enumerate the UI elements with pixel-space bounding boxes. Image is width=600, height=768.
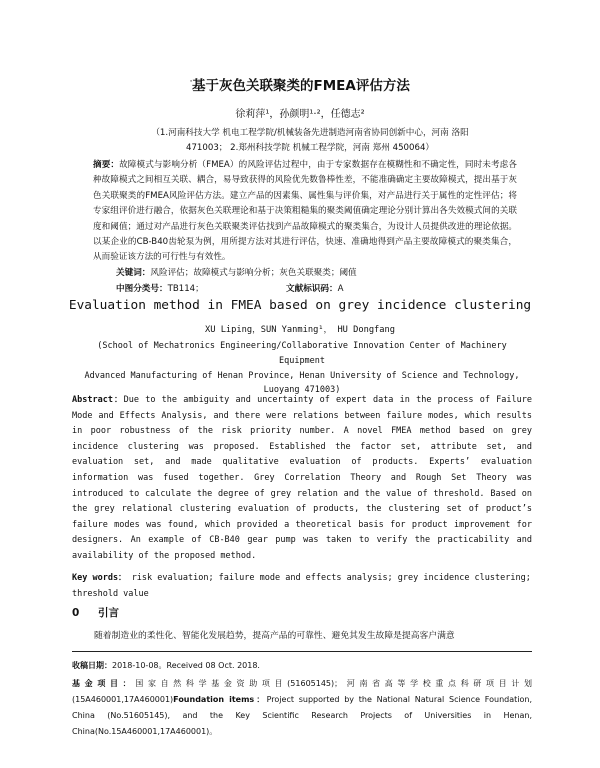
section-number: 0 [72, 607, 80, 619]
doc-cn-value: A [337, 284, 344, 294]
abstract-cn-label: 摘要： [93, 160, 120, 170]
section-title: 引言 [98, 607, 119, 619]
affiliation-cn-line-2: 471003； 2.郑州科技学院 机械工程学院，河南 郑州 450064） [185, 143, 435, 153]
authors-en: XU Liping，SUN Yanming¹， HU Dongfang [205, 325, 395, 335]
abstract-cn-text: 故障模式与影响分析（FMEA）的风险评估过程中，由于专家数据存在模糊性和不确定性，同时未考虑各种故障模式之间相互关联、耦合，易导致获得的风险优先数鲁棒性差，不能准确确定主要故障模式，提出基于灰色关联聚类的FMEA风险评估方法。建立产品的因素集、属性集与评价集，对产品进行关于属性的定性评估；将专家组评价进行融合，依据灰色关联理论和基于决策粗糙集的聚类阈值确定理论分别计算出各失效模式间的关联度和阈值；通过对产品进行灰色关联聚类评估找到产品故障模式的聚类集合，为设计人员提供改进的理论依据。以某企业的CB-B40齿轮泵为例，用所提方法对其进行评估，快速、准确地得到产品主要故障模式的聚类集合，从而验证该方法的可行性与有效性。 [93, 160, 517, 263]
received-date-footnote [72, 660, 532, 671]
document-code [286, 282, 343, 294]
keywords-cn-label: 关键词： [116, 268, 151, 278]
class-cn-value: TB114； [167, 284, 204, 294]
abstract-en-label: Abstract： [72, 395, 124, 405]
footnote-divider [72, 651, 532, 652]
paper-title-cn [0, 74, 600, 94]
abstract-en [72, 393, 532, 565]
affiliation-en [72, 339, 532, 398]
abstract-en-text: Due to the ambiguity and uncertainty of expert data in the process of Failure Mode and Effects Analysis, and there were relations between failure modes, which results in poor robustness of the risk priority number. A novel FMEA method based on grey incidence clustering was proposed. Established the factor set, attribute set, and evaluation set, and made qualitative evaluation of products. Experts’ evaluation information was fused together. Grey Correlation Theory and Rough Set Theory was introduced to calculate the degree of grey relation and the value of threshold. Based on the grey relational clustering evaluation of products, the clustering set of product’s failure modes was found, which provided a theoretical basis for product improvement for designers. An example of CB-B40 gear pump was taken to verify the practicability and availability of the proposed method. [72, 395, 532, 561]
class-cn-label: 中图分类号： [116, 284, 168, 294]
affiliation-cn-line-1: （1.河南科技大学 机电工程学院/机械装备先进制造河南省协同创新中心，河南 洛阳 [151, 128, 469, 138]
doc-cn-label: 文献标识码： [286, 284, 338, 294]
affiliation-en-line-1: (School of Mechatronics Engineering/Collaborative Innovation Center of Machinery Equipment [97, 341, 507, 366]
classification-cn [116, 282, 516, 294]
fund-label: 基金项目： [72, 679, 136, 688]
paper-title-en: Evaluation method in FMEA based on grey incidence clustering [68, 298, 532, 313]
received-label: 收稿日期： [72, 661, 112, 670]
affiliation-cn [100, 126, 520, 156]
keywords-en [72, 571, 532, 602]
authors-cn: 徐莉萍¹，孙颜明¹·²，任德志² [235, 109, 365, 120]
title-cn-text: 基于灰色关联聚类的FMEA评估方法 [192, 78, 410, 94]
abstract-cn [93, 158, 517, 266]
affiliation-en-line-3: Luoyang 471003) [263, 385, 341, 396]
keywords-en-text: risk evaluation; failure mode and effects analysis; grey incidence clustering; threshold value [72, 573, 531, 599]
title-cn-prefix: ' [190, 79, 192, 87]
fund-label-en: Foundation items： [173, 695, 267, 704]
section-heading [72, 605, 119, 620]
keywords-cn-text: 风险评估；故障模式与影响分析；灰色关联聚类；阈值 [150, 268, 357, 278]
funding-footnote [72, 676, 532, 740]
keywords-en-label: Key words： [72, 573, 127, 583]
keywords-cn [116, 266, 516, 278]
fund-text-cn: 国家自然科学基金资助项目(51605145)；河南省高等学校重点科研项目计划(15A460001,17A460001) [72, 679, 532, 704]
intro-paragraph: 随着制造业的柔性化、智能化发展趋势，提高产品的可靠性、避免其发生故障是提高客户满意 [94, 631, 455, 641]
received-text: 2018-10-08。Received 08 Oct. 2018. [112, 661, 260, 670]
affiliation-en-line-2: Advanced Manufacturing of Henan Province, Henan University of Science and Technology, [84, 370, 520, 381]
fund-text-en: Project supported by the National Natural Science Foundation, China (No.51605145), and the Key Scientific Research Projects of Universities in Henan, China(No.15A460001,17A460001)。 [72, 695, 532, 736]
